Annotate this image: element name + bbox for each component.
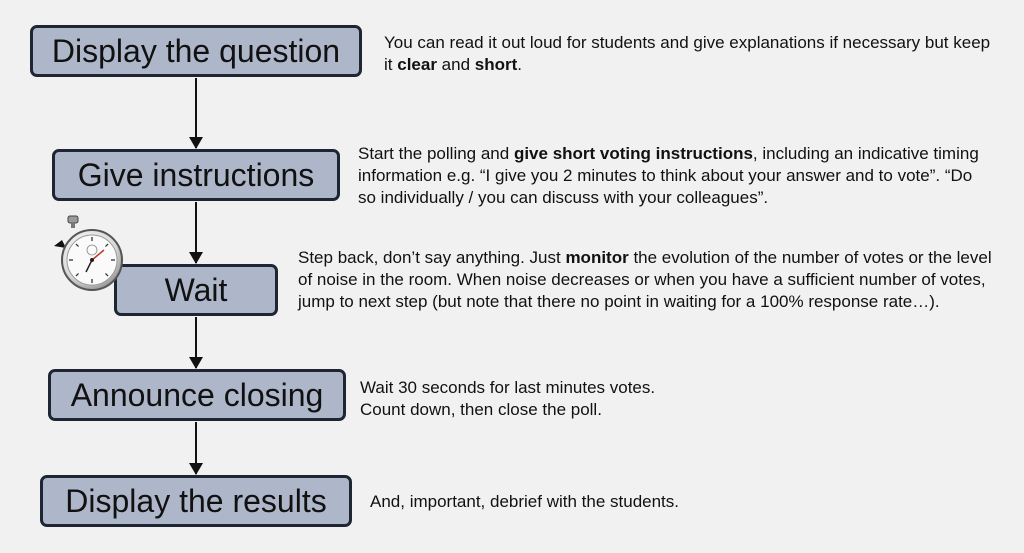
- description-text: .: [517, 55, 522, 74]
- description-text: the evolution of the number of votes or the level of noise in the room. When noise decreases or when you have a sufficient number of votes, jump to next step (but note that there no point in waiting for a 100% response rate…).: [298, 248, 992, 311]
- arrow-3: [195, 317, 197, 368]
- step-give-instructions: [52, 149, 340, 201]
- description-text: Step back, don’t say anything. Just: [298, 248, 566, 267]
- description-text: Wait 30 seconds for last minutes votes. Count down, then close the poll.: [360, 378, 656, 419]
- step-label: Wait: [164, 271, 228, 308]
- emphasis-text: clear: [397, 55, 437, 74]
- description-text: and: [436, 55, 475, 74]
- description-text: , including an indicative timing information e.g. “I give you 2 minutes to think about your answer and to vote”. “Do so individually / you can discuss with your colleagues”.: [358, 144, 979, 207]
- step-display-results: [40, 475, 352, 527]
- description-give-instructions: [358, 143, 988, 209]
- step-announce-closing: [48, 369, 346, 421]
- description-announce-closing: [360, 377, 660, 421]
- arrow-1: [195, 78, 197, 148]
- description-text: You can read it out loud for students and give explanations if necessary but keep it: [384, 33, 991, 74]
- emphasis-text: give short voting instructions: [513, 144, 753, 163]
- description-text: And, important, debrief with the students.: [370, 492, 680, 511]
- emphasis-text: monitor: [565, 248, 629, 267]
- step-display-question: [30, 25, 362, 77]
- arrow-2: [195, 202, 197, 263]
- description-text: Start the polling and: [358, 144, 514, 163]
- step-label: Display the results: [65, 482, 327, 519]
- description-display-question: [384, 32, 994, 76]
- description-display-results: [370, 491, 970, 513]
- step-label: Give instructions: [77, 156, 315, 193]
- arrow-4: [195, 422, 197, 474]
- step-label: Announce closing: [70, 376, 324, 413]
- emphasis-text: short: [474, 55, 518, 74]
- description-wait: [298, 247, 998, 313]
- step-label: Display the question: [51, 32, 341, 69]
- stopwatch-icon: [52, 214, 126, 294]
- step-wait: [114, 264, 278, 316]
